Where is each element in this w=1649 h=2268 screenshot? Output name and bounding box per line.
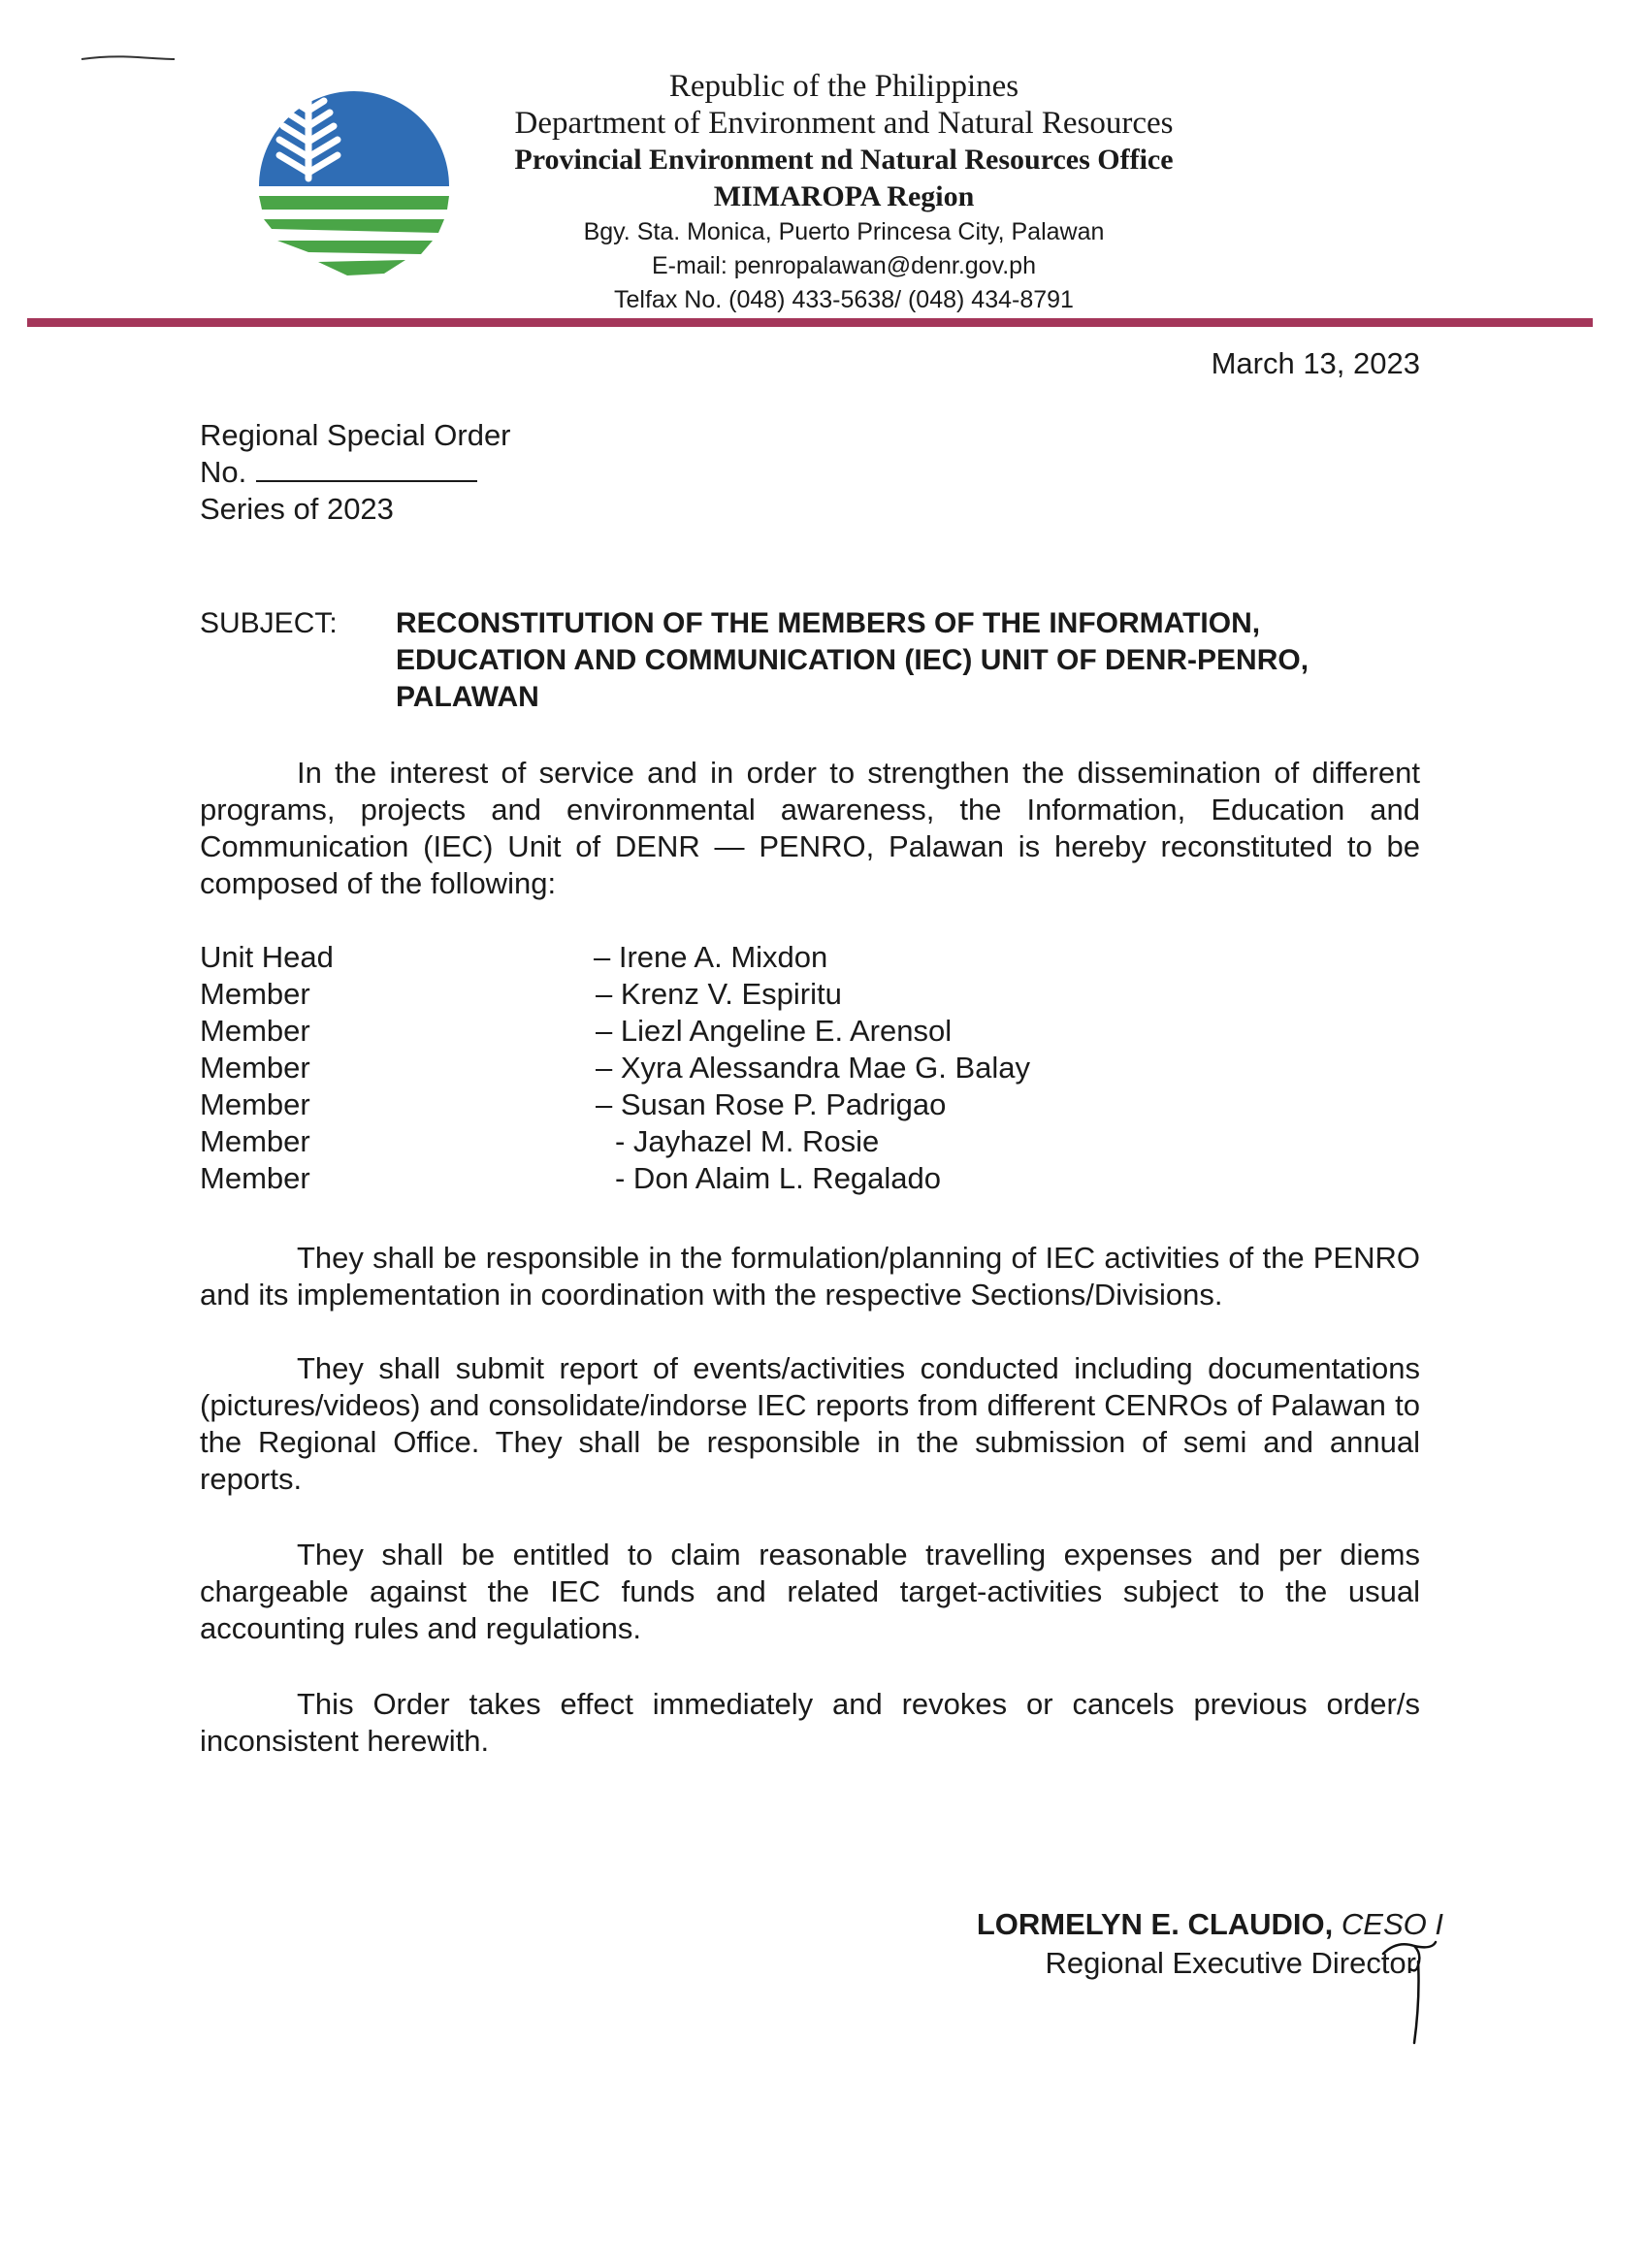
order-number-label: No. bbox=[200, 455, 247, 489]
subject-text: RECONSTITUTION OF THE MEMBERS OF THE INFORMATION, EDUCATION AND COMMUNICATION (IEC) UNIT OF DENR-PENRO, PALAWAN bbox=[396, 607, 1310, 713]
member-role: Member bbox=[200, 1014, 310, 1048]
member-name: – Irene A. Mixdon bbox=[594, 940, 828, 974]
member-name: – Liezl Angeline E. Arensol bbox=[596, 1014, 953, 1048]
member-role: Member bbox=[200, 977, 310, 1011]
letterhead-address: Bgy. Sta. Monica, Puerto Princesa City, Palawan bbox=[583, 218, 1105, 245]
member-role: Member bbox=[200, 1124, 310, 1158]
member-row bbox=[200, 1160, 1170, 1197]
member-row bbox=[200, 1086, 1170, 1123]
effectivity-paragraph: This Order takes effect immediately and revokes or cancels previous order/s inconsistent herewith. bbox=[200, 1687, 1420, 1758]
scan-mark bbox=[80, 54, 177, 62]
member-list bbox=[200, 939, 1170, 1197]
subject-label: SUBJECT: bbox=[200, 607, 338, 639]
signatory-suffix: CESO I bbox=[1341, 1907, 1443, 1941]
order-series: Series of 2023 bbox=[200, 492, 394, 526]
signatory-block bbox=[977, 1905, 1443, 1983]
member-name: – Susan Rose P. Padrigao bbox=[596, 1087, 947, 1121]
intro-paragraph: In the interest of service and in order to strengthen the dissemination of different programs, projects and environmental awareness, the Information, Education and Communication (IEC) Unit of DENR — PENRO, Palawan is hereby reconstituted to be composed of the following: bbox=[200, 756, 1420, 900]
letterhead-office: Provincial Environment nd Natural Resources Office bbox=[514, 144, 1174, 176]
letterhead-divider bbox=[27, 318, 1593, 327]
signatory-name-line bbox=[977, 1905, 1443, 1944]
signatory-title: Regional Executive Director bbox=[1045, 1946, 1416, 1980]
order-number-line bbox=[200, 454, 511, 491]
member-row bbox=[200, 1013, 1170, 1050]
reporting-paragraph: They shall submit report of events/activities conducted including documentations (pictures/videos) and consolidate/indorse IEC reports from different CENROs of Palawan to the Regional Office. They shall be responsible in the submission of semi and annual reports. bbox=[200, 1351, 1420, 1496]
member-role: Member bbox=[200, 1161, 310, 1195]
member-row bbox=[200, 1050, 1170, 1086]
member-name: – Xyra Alessandra Mae G. Balay bbox=[596, 1051, 1031, 1085]
member-row bbox=[200, 976, 1170, 1013]
order-title: Regional Special Order bbox=[200, 418, 511, 452]
responsibility-paragraph: They shall be responsible in the formulation/planning of IEC activities of the PENRO and its implementation in coordination with the respective Sections/Divisions. bbox=[200, 1241, 1420, 1312]
letterhead-email: E-mail: penropalawan@denr.gov.ph bbox=[652, 252, 1036, 279]
letterhead-region: MIMAROPA Region bbox=[713, 180, 975, 212]
letterhead bbox=[407, 68, 1280, 317]
document-date: March 13, 2023 bbox=[1211, 346, 1420, 380]
letterhead-telfax: Telfax No. (048) 433-5638/ (048) 434-8791 bbox=[614, 286, 1074, 313]
member-name: – Krenz V. Espiritu bbox=[596, 977, 842, 1011]
member-row bbox=[200, 939, 1170, 976]
member-role: Unit Head bbox=[200, 940, 334, 974]
letterhead-department: Department of Environment and Natural Resources bbox=[514, 106, 1174, 141]
letterhead-republic: Republic of the Philippines bbox=[668, 69, 1019, 104]
member-role: Member bbox=[200, 1051, 310, 1085]
member-row bbox=[200, 1123, 1170, 1160]
member-name: - Don Alaim L. Regalado bbox=[615, 1161, 942, 1195]
member-role: Member bbox=[200, 1087, 310, 1121]
signatory-name: LORMELYN E. CLAUDIO, bbox=[976, 1907, 1334, 1941]
expenses-paragraph: They shall be entitled to claim reasonable travelling expenses and per diems chargeable against the IEC funds and related target-activities subject to the usual accounting rules and regulations. bbox=[200, 1538, 1420, 1645]
order-number-blank bbox=[256, 455, 477, 482]
member-name: - Jayhazel M. Rosie bbox=[615, 1124, 880, 1158]
order-block bbox=[200, 417, 511, 528]
handwritten-signature bbox=[1375, 1932, 1443, 2049]
